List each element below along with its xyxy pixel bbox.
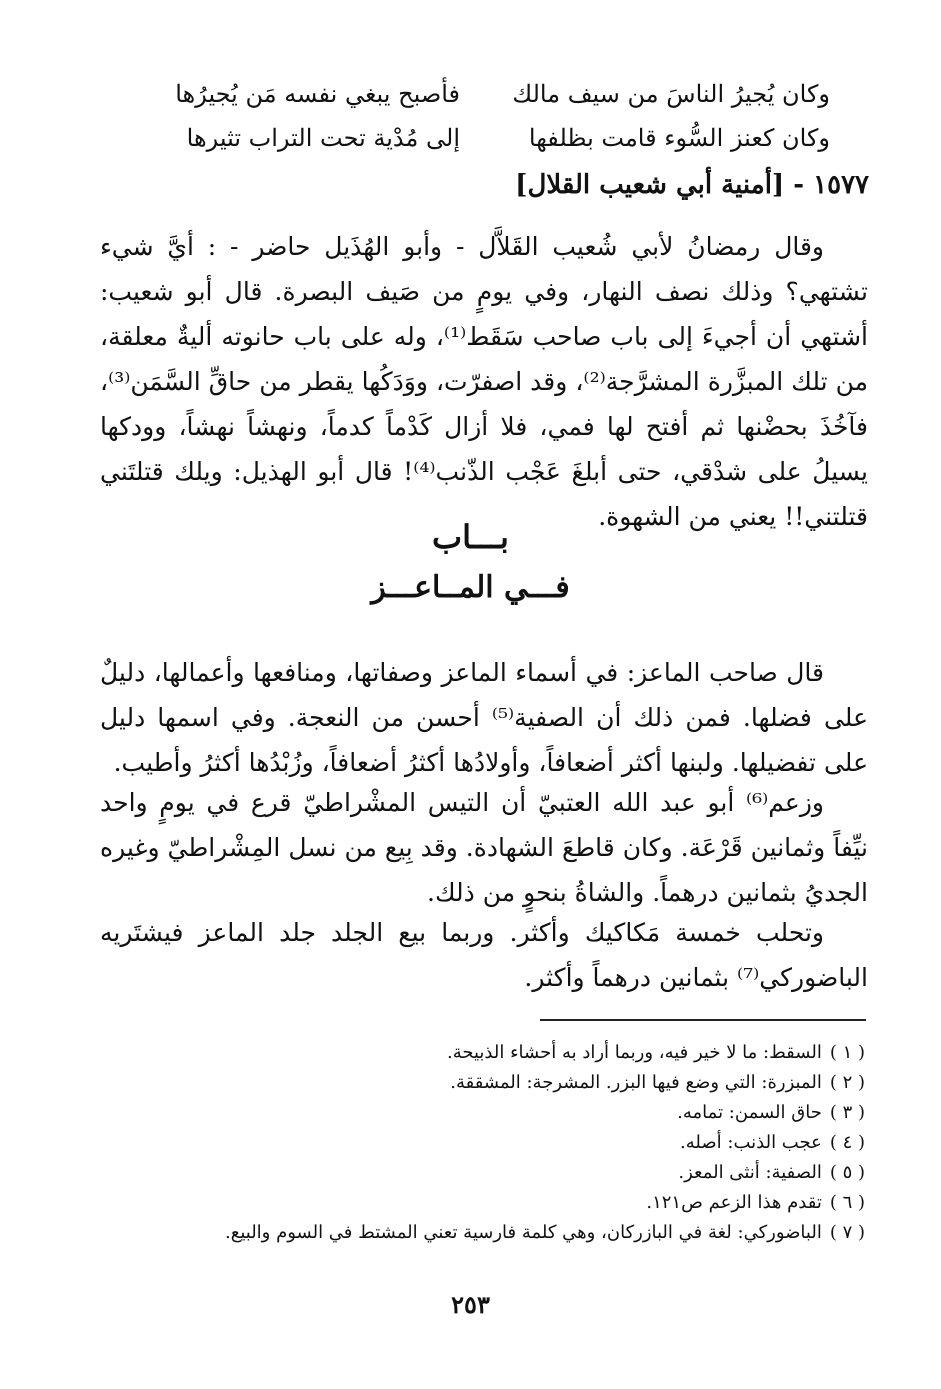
paragraph-abu-shuayb: وقال رمضانُ لأبي شُعيب القَلاَّل - وأبو الهُذَيل حاضر - : أيَّ شيء تشتهي؟ وذلك نصف النهار، وفي يومٍ من صَيف البصرة. قال أبو شعيب: أشتهي أن أجيءَ إلى باب صاحب سَقَط⁽¹⁾، وله على باب حانوته أليةٌ معلقة، من تلك المبزَّرة المشرَّجة⁽²⁾، وقد اصفرّت، ووَدَكُها يقطر من حاقِّ السَّمَن⁽³⁾، فآخُذَ بحضْنها ثم أفتح لها فمي، فلا أزال كَدْماً كدماً، ونهشاً نهشاً، وودكها يسيلُ على شدْقي، حتى أبلغَ عَجْب الذّنب⁽⁴⁾! قال أبو الهذيل: ويلك قتلتَني قتلتني!! يعني من الشهوة. [100, 232, 869, 531]
footnote-item [105, 1038, 865, 1068]
verse-line [140, 116, 830, 160]
chapter-subtitle: فـــي المــاعـــز [371, 570, 570, 605]
paragraph-goat-virtues: قال صاحب الماعز: في أسماء الماعز وصفاتها، ومنافعها وأعمالها، دليلٌ على فضلها. فمن ذلك أن الصفية⁽⁵⁾ أحسن من النعجة. وفي اسمها دليل على تفضيلها. ولبنها أكثر أضعافاً، وأولادُها أكثرُ أضعافاً، وزُبْدُها أكثرُ وأطيب. [100, 658, 868, 777]
footnote-divider [540, 1019, 866, 1021]
section-number: ١٥٧٧ [813, 170, 869, 200]
footnote-item [105, 1068, 865, 1098]
footnote-text: عجب الذنب: أصله. [680, 1132, 822, 1153]
footnote-text: الباضوركي: لغة في البازركان، وهي كلمة فارسية تعني المشتط في السوم والبيع. [225, 1222, 822, 1243]
footnote-mark: ( ٦ ) [829, 1192, 865, 1213]
footnote-text: الصفية: أنثى المعز. [678, 1162, 822, 1183]
verse-second-hemistich: فأصبح يبغي نفسه مَن يُجيرُها [175, 80, 460, 108]
footnote-text: المبزرة: التي وضع فيها البزر. المشرجة: المشققة. [450, 1072, 822, 1093]
verse-second-hemistich: إلى مُدْية تحت التراب تثيرها [186, 124, 460, 152]
footnote-mark: ( ٣ ) [829, 1102, 865, 1123]
section-separator: - [784, 170, 814, 200]
section-title: [أمنية أبي شعيب القلال] [515, 170, 785, 200]
footnote-mark: ( ٥ ) [829, 1162, 865, 1183]
page-number: ٢٥٣ [451, 1290, 490, 1319]
footnote-text: تقدم هذا الزعم ص١٢١. [646, 1192, 822, 1213]
footnote-mark: ( ٤ ) [829, 1132, 865, 1153]
footnote-mark: ( ١ ) [829, 1042, 865, 1063]
footnote-mark: ( ٢ ) [829, 1072, 865, 1093]
footnote-mark: ( ٧ ) [829, 1222, 865, 1243]
verse-line [140, 72, 830, 116]
footnote-item [105, 1098, 865, 1128]
chapter-title: بـــاب [432, 518, 509, 556]
paragraph-utbi-claim: وزعم⁽⁶⁾ أبو عبد الله العتبيّ أن التيس المشْراطيّ قرع في يومٍ واحد نيِّفاً وثمانين قَرْعَة. وكان قاطعَ الشهادة. وقد بِيع من نسل المِشْراطيّ وغيره الجديُ بثمانين درهماً. والشاةُ بنحوٍ من ذلك. [100, 788, 868, 907]
footnote-text: حاق السمن: تمامه. [677, 1102, 822, 1123]
footnote-item [105, 1218, 865, 1248]
footnote-item [105, 1128, 865, 1158]
paragraph-goat-milk: وتحلب خمسة مَكاكيك وأكثر. وربما بيع الجلد جلد الماعز فيشتَريه الباضوركي⁽⁷⁾ بثمانين درهماً وأكثر. [100, 918, 868, 992]
verse-first-hemistich: وكان يُجيرُ الناسَ من سيف مالك [512, 80, 830, 108]
poem-verses [140, 72, 830, 160]
footnote-item [105, 1158, 865, 1188]
footnotes-list [105, 1038, 865, 1248]
verse-first-hemistich: وكان كعنز السُّوء قامت بظلفها [528, 124, 830, 152]
section-heading [100, 170, 869, 200]
footnote-item [105, 1188, 865, 1218]
footnote-text: السقط: ما لا خير فيه، وربما أراد به أحشاء الذبيحة. [447, 1042, 822, 1063]
